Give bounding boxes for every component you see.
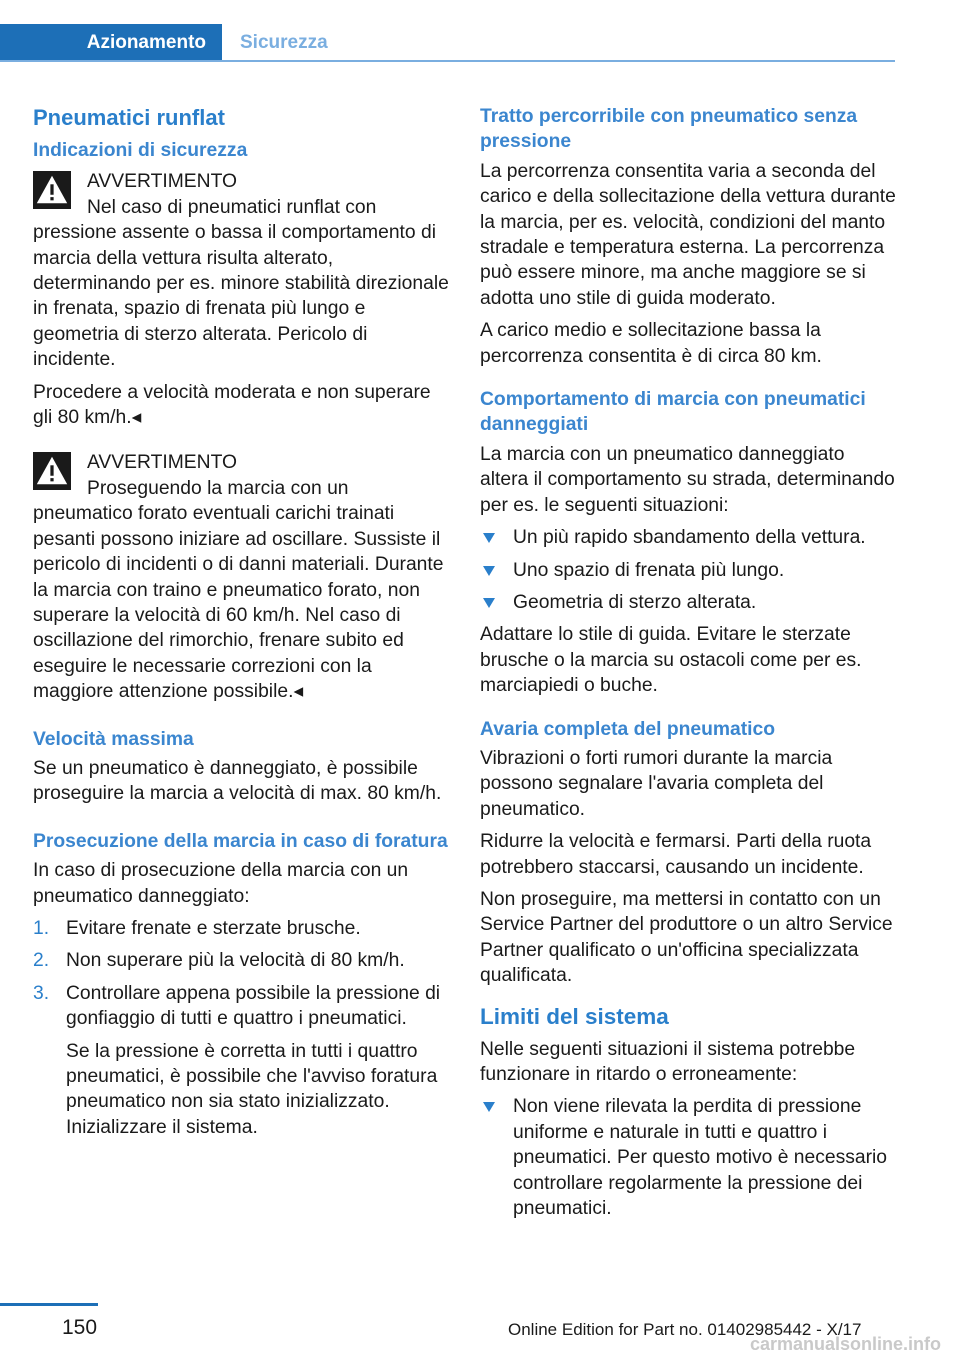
- steps-list: [33, 916, 449, 1140]
- bullet-text: Geometria di sterzo alterata.: [513, 591, 757, 613]
- warning-icon: [33, 171, 71, 209]
- paragraph: Ridurre la velocità e fermarsi. Parti della ruota potrebbero staccarsi, causando un incidente.: [480, 831, 872, 878]
- list-item: [33, 916, 449, 941]
- paragraph: La marcia con un pneumatico danneggiato altera il comportamento su strada, determinando per es. le seguenti situazioni:: [480, 443, 895, 516]
- list-item: [33, 948, 449, 973]
- paragraph: In caso di prosecuzione della marcia con un pneumatico danneggiato:: [33, 860, 409, 907]
- warning-heading: AVVERTIMENTO: [87, 452, 237, 474]
- bullet-triangle-icon: [483, 566, 495, 576]
- paragraph: Se un pneumatico è danneggiato, è possibile proseguire la marcia a velocità di max. 80 km/h.: [33, 757, 442, 805]
- tab-sicurezza[interactable]: Sicurezza: [240, 32, 328, 53]
- list-item: [33, 981, 449, 1140]
- watermark: carmanualsonline.info: [750, 1334, 942, 1354]
- warning-action: Procedere a velocità moderata e non superare gli 80 km/h.◂: [33, 381, 431, 429]
- edition-note: Online Edition for Part no. 01402985442 - X/17: [508, 1320, 862, 1339]
- warning-icon: [33, 452, 71, 490]
- paragraph: Adattare lo stile di guida. Evitare le sterzate brusche o la marcia su ostacoli come per es. marciapiedi o buche.: [480, 624, 862, 697]
- bullet-list: [480, 1094, 896, 1221]
- section-title: Pneumatici runflat: [33, 105, 225, 130]
- subsection-heading: Comportamento di marcia con pneumatici danneggiati: [480, 389, 866, 436]
- list-item: [480, 525, 896, 550]
- section-title: Limiti del sistema: [480, 1003, 669, 1029]
- step-text: Controllare appena possibile la pressione di gonfiaggio di tutti e quattro i pneumatici.: [66, 982, 441, 1030]
- paragraph: A carico medio e sollecitazione bassa la percorrenza consentita è di circa 80 km.: [480, 320, 822, 367]
- subsection-heading: Prosecuzione della marcia in caso di foratura: [33, 830, 448, 852]
- bullet-text: Un più rapido sbandamento della vettura.: [513, 527, 866, 549]
- warning-block: [33, 450, 449, 704]
- paragraph: Nelle seguenti situazioni il sistema potrebbe funzionare in ritardo o erroneamente:: [480, 1038, 856, 1085]
- subsection-heading: Avaria completa del pneumatico: [480, 718, 776, 740]
- warning-heading: AVVERTIMENTO: [87, 171, 237, 193]
- step-number: 2.: [33, 950, 50, 972]
- warning-block: [33, 169, 449, 372]
- step-text: Evitare frenate e sterzate brusche.: [66, 917, 361, 939]
- paragraph: La percorrenza consentita varia a seconda del carico e della sollecitazione della vettura durante la marcia, per es. velocità, condizioni del manto stradale e temperatura esterna. La percorrenza può essere minore, ma anche maggiore se si adotta uno stile di guida moderato.: [480, 160, 896, 309]
- warning-text: Proseguendo la marcia con un pneumatico forato eventuali carichi trainati pesanti possono iniziare ad oscillare. Sussiste il pericolo di incidenti o di danni materiali. Durante la marcia con traino e pneumatico forato, non superare la velocità di 60 km/h. Nel caso di oscillazione del rimorchio, frenare subito ed eseguire le necessarie correzioni con la maggiore attenzione possibile.◂: [33, 477, 444, 703]
- bullet-triangle-icon: [483, 1102, 495, 1112]
- tab-label: Azionamento: [86, 32, 206, 53]
- bullet-list: [480, 525, 896, 615]
- bullet-text: Non viene rilevata la perdita di pressione uniforme e naturale in tutti e quattro i pneumatici. Per questo motivo è necessario controllare regolarmente la pressione dei pneumatici.: [513, 1096, 888, 1220]
- bullet-triangle-icon: [483, 598, 495, 608]
- header-divider: [0, 60, 895, 62]
- subsection-heading: Tratto percorribile con pneumatico senza pressione: [480, 106, 858, 153]
- subsection-heading: Velocità massima: [33, 728, 194, 750]
- left-column: [33, 96, 449, 1147]
- tab-azionamento[interactable]: [0, 24, 222, 60]
- warning-text: Nel caso di pneumatici runflat con pressione assente o bassa il comportamento di marcia della vettura risulta alterato, determinando per es. minore stabilità direzionale in frenata, spazio di frenata più lungo e geometria di sterzo alterata. Pericolo di incidente.: [33, 196, 449, 371]
- step-number: 1.: [33, 917, 50, 939]
- step-note: Se la pressione è corretta in tutti i quattro pneumatici, è possibile che l'avviso foratura pneumatico non sia stato inizializzato. Inizializzare il sistema.: [66, 1040, 438, 1138]
- paragraph: Vibrazioni o forti rumori durante la marcia possono segnalare l'avaria completa del pneumatico.: [480, 747, 833, 820]
- list-item: [480, 590, 896, 615]
- list-item: [480, 558, 896, 583]
- paragraph: Non proseguire, ma mettersi in contatto con un Service Partner del produttore o un altro Service Partner qualificato o un'officina specializzata qualificata.: [480, 888, 893, 987]
- step-number: 3.: [33, 982, 50, 1004]
- footer-divider: [0, 1303, 98, 1306]
- list-item: [480, 1094, 896, 1221]
- right-column: [480, 96, 896, 1228]
- page-number: 150: [62, 1316, 98, 1339]
- bullet-text: Uno spazio di frenata più lungo.: [513, 559, 785, 581]
- page-header: [0, 24, 895, 62]
- subsection-heading: Indicazioni di sicurezza: [33, 140, 248, 161]
- bullet-triangle-icon: [483, 533, 495, 543]
- step-text: Non superare più la velocità di 80 km/h.: [66, 950, 405, 972]
